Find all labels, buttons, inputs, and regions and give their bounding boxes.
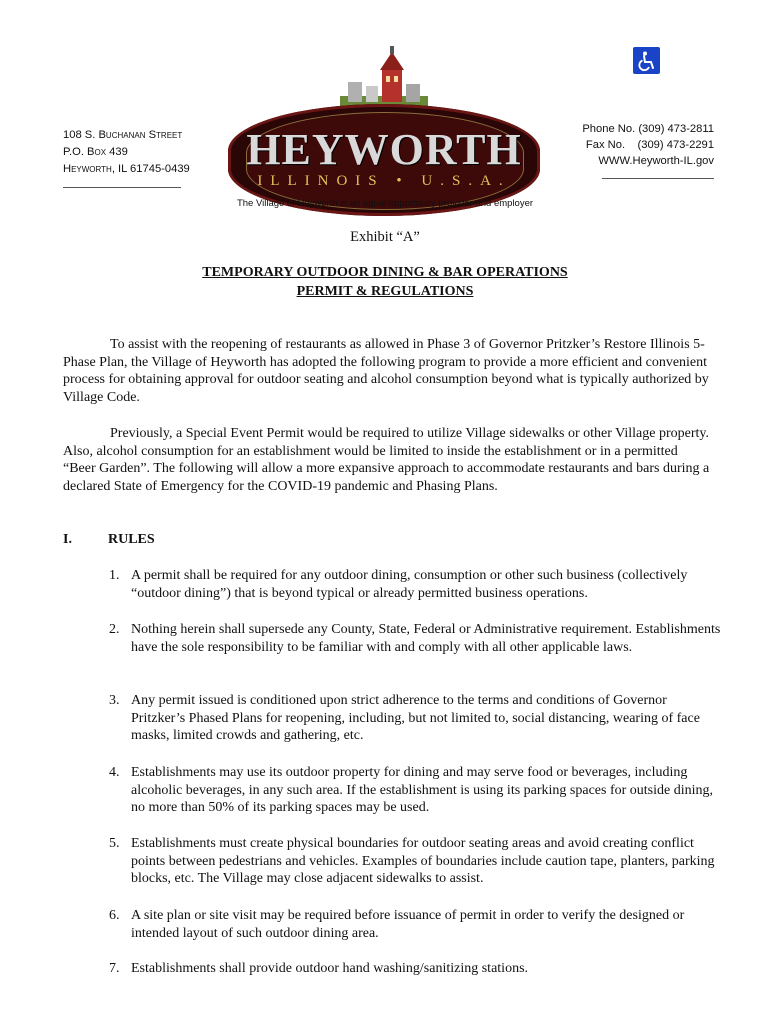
city-state-zip: Heyworth, IL 61745-0439 (63, 163, 190, 175)
title-line-1: TEMPORARY OUTDOOR DINING & BAR OPERATIONS (202, 265, 568, 280)
rule-text: A site plan or site visit may be required before issuance of permit in order to verify the designed or intended layout of such outdoor dining area. (131, 908, 685, 941)
po-box: P.O. Box 439 (63, 146, 128, 158)
rule-number: 2. (109, 622, 120, 637)
rule-number: 7. (109, 961, 120, 976)
rule-number: 1. (109, 568, 120, 583)
wheelchair-icon (633, 47, 660, 74)
intro-paragraph: To assist with the reopening of restaurants as allowed in Phase 3 of Governor Pritzker’s Restore Illinois 5-Phase Plan, the Village of Heyworth has adopted the following program to provide a more efficient and convenient process for obtaining approval for outdoor seating and alcohol consumption beyond what is typically authorized by Village Code. (63, 337, 709, 405)
rule-number: 3. (109, 693, 120, 708)
village-address (63, 127, 190, 188)
address-divider (63, 187, 181, 188)
rule-text: Establishments shall provide outdoor hand washing/sanitizing stations. (131, 961, 529, 976)
fax-number: Fax No. (309) 473-2291 (585, 139, 714, 151)
website: WWW.Heyworth-IL.gov (598, 155, 714, 167)
document-title (0, 263, 770, 301)
background-paragraph: Previously, a Special Event Permit would be required to utilize Village sidewalks or other Village property. Also, alcohol consumption for an establishment would be limited to inside the establishment or in a permitted “Beer Garden”. The following will allow a more expansive approach to accommodate restaurants and bars during a declared State of Emergency for the COVID-19 pandemic and Phasing Plans. (63, 426, 710, 494)
rule-number: 4. (109, 765, 120, 780)
rule-text: Nothing herein shall supersede any County, State, Federal or Administrative requirement. Establishments have the sole responsibility to be familiar with and comply with all other applicable laws. (131, 622, 721, 655)
logo-title: HEYWORTH (246, 125, 522, 174)
section-number: I. (63, 532, 72, 547)
rule-text: Establishments must create physical boundaries for outdoor seating areas and avoid creating conflict points between pedestrians and vehicles. Examples of boundaries include caution tape, planters, parking blocks, etc. The Village may close adjacent sidewalks to assist. (131, 836, 715, 886)
equal-opportunity-statement: The Village of Heyworth is an equal opportunity provider and employer (236, 198, 534, 209)
phone-number: Phone No. (309) 473-2811 (582, 123, 714, 135)
rule-text: Establishments may use its outdoor property for dining and may serve food or beverages, including alcoholic beverages, in any such area. If the establishment is using its parking spaces for outside dining, no more than 50% of its parking spaces may be used. (131, 765, 714, 815)
contact-divider (602, 178, 714, 179)
logo-subtitle: ILLINOIS • U.S.A. (257, 173, 511, 189)
rule-text: Any permit issued is conditioned upon strict adherence to the terms and conditions of Governor Pritzker’s Phased Plans for reopening, including, but not limited to, social distancing, wearing of face masks, limited crowds and gathering, etc. (131, 693, 700, 743)
rule-number: 6. (109, 908, 120, 923)
street-address: 108 S. Buchanan Street (63, 129, 183, 141)
village-contact (582, 121, 714, 179)
rule-number: 5. (109, 836, 120, 851)
title-line-2: PERMIT & REGULATIONS (296, 284, 474, 299)
exhibit-label: Exhibit “A” (350, 229, 420, 245)
heyworth-logo (228, 46, 540, 192)
section-label: RULES (108, 532, 155, 547)
rule-text: A permit shall be required for any outdoor dining, consumption or other such business (collectively “outdoor dining”) that is beyond typical or already permitted business operations. (131, 568, 688, 601)
